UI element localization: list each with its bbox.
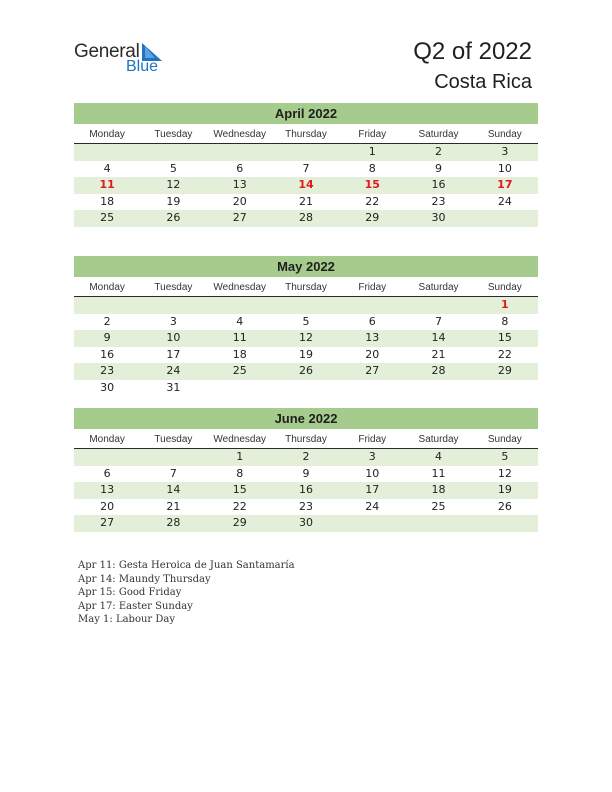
date-cell: 9 — [302, 466, 310, 480]
date-cell: 5 — [169, 161, 177, 175]
date-cell — [273, 297, 339, 314]
date-cell: 7 — [302, 161, 310, 175]
date-cell: 25 — [100, 211, 115, 225]
date-cell: 6 — [368, 314, 376, 328]
date-cell: 20 — [100, 499, 115, 513]
date-cell: 1 — [368, 145, 376, 158]
date-cell: 17 — [365, 483, 380, 497]
date-cell — [405, 297, 471, 314]
date-cell — [405, 380, 471, 397]
date-cell: 1 — [236, 450, 244, 463]
week-row — [74, 194, 538, 211]
date-cell: 16 — [100, 347, 115, 361]
week-row — [74, 515, 538, 532]
date-cell: 4 — [236, 314, 244, 328]
weekday-label: Thursday — [285, 434, 327, 445]
date-cell: 21 — [298, 194, 313, 208]
weekday-header-row — [74, 126, 538, 144]
date-cell — [339, 515, 405, 532]
holiday-date-cell: 15 — [364, 178, 380, 192]
date-cell — [140, 144, 206, 161]
weekday-label: Monday — [89, 129, 125, 140]
date-cell: 31 — [166, 380, 181, 394]
date-cell — [273, 380, 339, 397]
date-cell: 23 — [431, 194, 446, 208]
date-cell: 30 — [298, 516, 313, 530]
month-title: April 2022 — [74, 103, 538, 124]
date-cell: 7 — [435, 314, 443, 328]
date-cell: 2 — [103, 314, 111, 328]
date-cell: 26 — [497, 499, 512, 513]
holiday-date-cell: 11 — [99, 178, 115, 192]
month-title: May 2022 — [74, 256, 538, 277]
date-cell: 10 — [166, 331, 181, 345]
date-cell: 19 — [298, 347, 313, 361]
date-cell: 18 — [431, 483, 446, 497]
date-cell: 25 — [431, 499, 446, 513]
date-cell: 11 — [232, 331, 247, 345]
date-cell: 12 — [166, 178, 181, 192]
week-row — [74, 347, 538, 364]
weekday-label: Sunday — [487, 129, 522, 140]
date-cell — [140, 449, 206, 466]
month-calendar-june — [74, 408, 538, 532]
quarter-title: Q2 of 2022 — [413, 38, 532, 65]
date-cell: 28 — [431, 364, 446, 378]
date-cell: 9 — [103, 331, 111, 345]
date-cell: 18 — [232, 347, 247, 361]
date-cell: 26 — [298, 364, 313, 378]
date-cell: 22 — [232, 499, 247, 513]
weekday-label: Thursday — [285, 129, 327, 140]
date-cell: 13 — [100, 483, 115, 497]
holiday-note: Apr 17: Easter Sunday — [78, 600, 193, 612]
date-cell: 5 — [501, 450, 509, 463]
date-cell: 4 — [103, 161, 111, 175]
weekday-label: Friday — [358, 434, 387, 445]
weekday-label: Wednesday — [213, 129, 267, 140]
week-row — [74, 330, 538, 347]
date-cell: 9 — [435, 161, 443, 175]
weekday-label: Thursday — [285, 282, 327, 293]
brand-name-general: General — [74, 41, 140, 62]
date-cell: 3 — [368, 450, 376, 463]
week-row — [74, 210, 538, 227]
date-cell: 23 — [100, 364, 115, 378]
date-cell: 10 — [365, 466, 380, 480]
date-cell: 5 — [302, 314, 310, 328]
date-cell — [74, 144, 140, 161]
date-cell: 17 — [166, 347, 181, 361]
holiday-date-cell: 14 — [298, 178, 314, 192]
date-cell — [339, 380, 405, 397]
date-cell: 14 — [166, 483, 181, 497]
date-cell: 4 — [435, 450, 443, 463]
date-cell: 24 — [365, 499, 380, 513]
date-cell — [74, 297, 140, 314]
date-cell: 30 — [100, 380, 115, 394]
date-cell: 19 — [166, 194, 181, 208]
date-cell: 6 — [236, 161, 244, 175]
weekday-label: Saturday — [418, 129, 459, 140]
date-cell — [472, 210, 538, 227]
weekday-label: Monday — [89, 434, 125, 445]
week-row — [74, 297, 538, 314]
date-cell: 28 — [166, 516, 181, 530]
date-cell: 11 — [431, 466, 446, 480]
date-cell: 13 — [232, 178, 247, 192]
country-title: Costa Rica — [434, 71, 532, 93]
date-cell: 15 — [497, 331, 512, 345]
date-cell: 18 — [100, 194, 115, 208]
date-cell: 8 — [501, 314, 509, 328]
holiday-note: May 1: Labour Day — [78, 614, 175, 626]
weekday-label: Sunday — [487, 434, 522, 445]
week-row — [74, 499, 538, 516]
weekday-label: Friday — [358, 282, 387, 293]
weekday-label: Saturday — [418, 434, 459, 445]
date-cell: 28 — [298, 211, 313, 225]
week-row — [74, 177, 538, 194]
month-calendar-may — [74, 256, 538, 397]
date-cell: 24 — [497, 194, 512, 208]
brand-logo — [74, 41, 184, 81]
week-row — [74, 380, 538, 397]
date-cell: 2 — [302, 450, 310, 463]
date-cell: 10 — [497, 161, 512, 175]
date-cell: 30 — [431, 211, 446, 225]
date-cell — [74, 449, 140, 466]
date-cell: 29 — [497, 364, 512, 378]
date-cell: 16 — [298, 483, 313, 497]
weekday-label: Tuesday — [154, 434, 193, 445]
date-cell: 27 — [232, 211, 247, 225]
date-cell: 13 — [365, 331, 380, 345]
holiday-date-cell: 17 — [497, 178, 513, 192]
date-cell: 12 — [298, 331, 313, 345]
date-cell: 27 — [100, 516, 115, 530]
holiday-note: Apr 11: Gesta Heroica de Juan Santamaría — [78, 560, 295, 571]
weekday-label: Monday — [89, 282, 125, 293]
date-cell: 3 — [169, 314, 177, 328]
weekday-label: Tuesday — [154, 282, 193, 293]
date-cell: 7 — [169, 466, 177, 480]
holiday-note: Apr 14: Maundy Thursday — [78, 573, 211, 585]
date-cell — [207, 380, 273, 397]
date-cell — [339, 297, 405, 314]
week-row — [74, 363, 538, 380]
date-cell: 27 — [365, 364, 380, 378]
week-row — [74, 466, 538, 483]
date-cell: 25 — [232, 364, 247, 378]
date-cell: 29 — [365, 211, 380, 225]
holiday-notes — [78, 559, 295, 627]
date-cell: 12 — [497, 466, 512, 480]
weekday-header-row — [74, 279, 538, 297]
week-row — [74, 482, 538, 499]
brand-name-blue: Blue — [126, 58, 159, 75]
date-cell: 26 — [166, 211, 181, 225]
date-cell: 29 — [232, 516, 247, 530]
date-cell: 21 — [431, 347, 446, 361]
holiday-note: Apr 15: Good Friday — [78, 587, 182, 599]
weekday-label: Wednesday — [213, 434, 267, 445]
date-cell: 8 — [368, 161, 376, 175]
date-cell: 8 — [236, 466, 244, 480]
date-cell: 22 — [497, 347, 512, 361]
month-calendar-april — [74, 103, 538, 227]
date-cell — [472, 380, 538, 397]
date-cell: 2 — [435, 145, 443, 158]
holiday-date-cell: 1 — [501, 298, 509, 311]
date-cell — [405, 515, 471, 532]
date-cell: 20 — [365, 347, 380, 361]
date-cell — [472, 515, 538, 532]
date-cell: 16 — [431, 178, 446, 192]
weekday-label: Tuesday — [154, 129, 193, 140]
date-cell: 19 — [497, 483, 512, 497]
weekday-label: Saturday — [418, 282, 459, 293]
date-cell: 15 — [232, 483, 247, 497]
week-row — [74, 144, 538, 161]
date-cell: 6 — [103, 466, 111, 480]
date-cell: 14 — [431, 331, 446, 345]
weekday-header-row — [74, 431, 538, 449]
date-cell: 23 — [298, 499, 313, 513]
date-cell — [273, 144, 339, 161]
date-cell — [207, 144, 273, 161]
date-cell — [140, 297, 206, 314]
weekday-label: Friday — [358, 129, 387, 140]
date-cell: 21 — [166, 499, 181, 513]
date-cell — [207, 297, 273, 314]
week-row — [74, 314, 538, 331]
date-cell: 24 — [166, 364, 181, 378]
date-cell: 22 — [365, 194, 380, 208]
date-cell: 20 — [232, 194, 247, 208]
date-cell: 3 — [501, 145, 509, 158]
weekday-label: Wednesday — [213, 282, 267, 293]
week-row — [74, 449, 538, 466]
week-row — [74, 161, 538, 178]
weekday-label: Sunday — [487, 282, 522, 293]
month-title: June 2022 — [74, 408, 538, 429]
